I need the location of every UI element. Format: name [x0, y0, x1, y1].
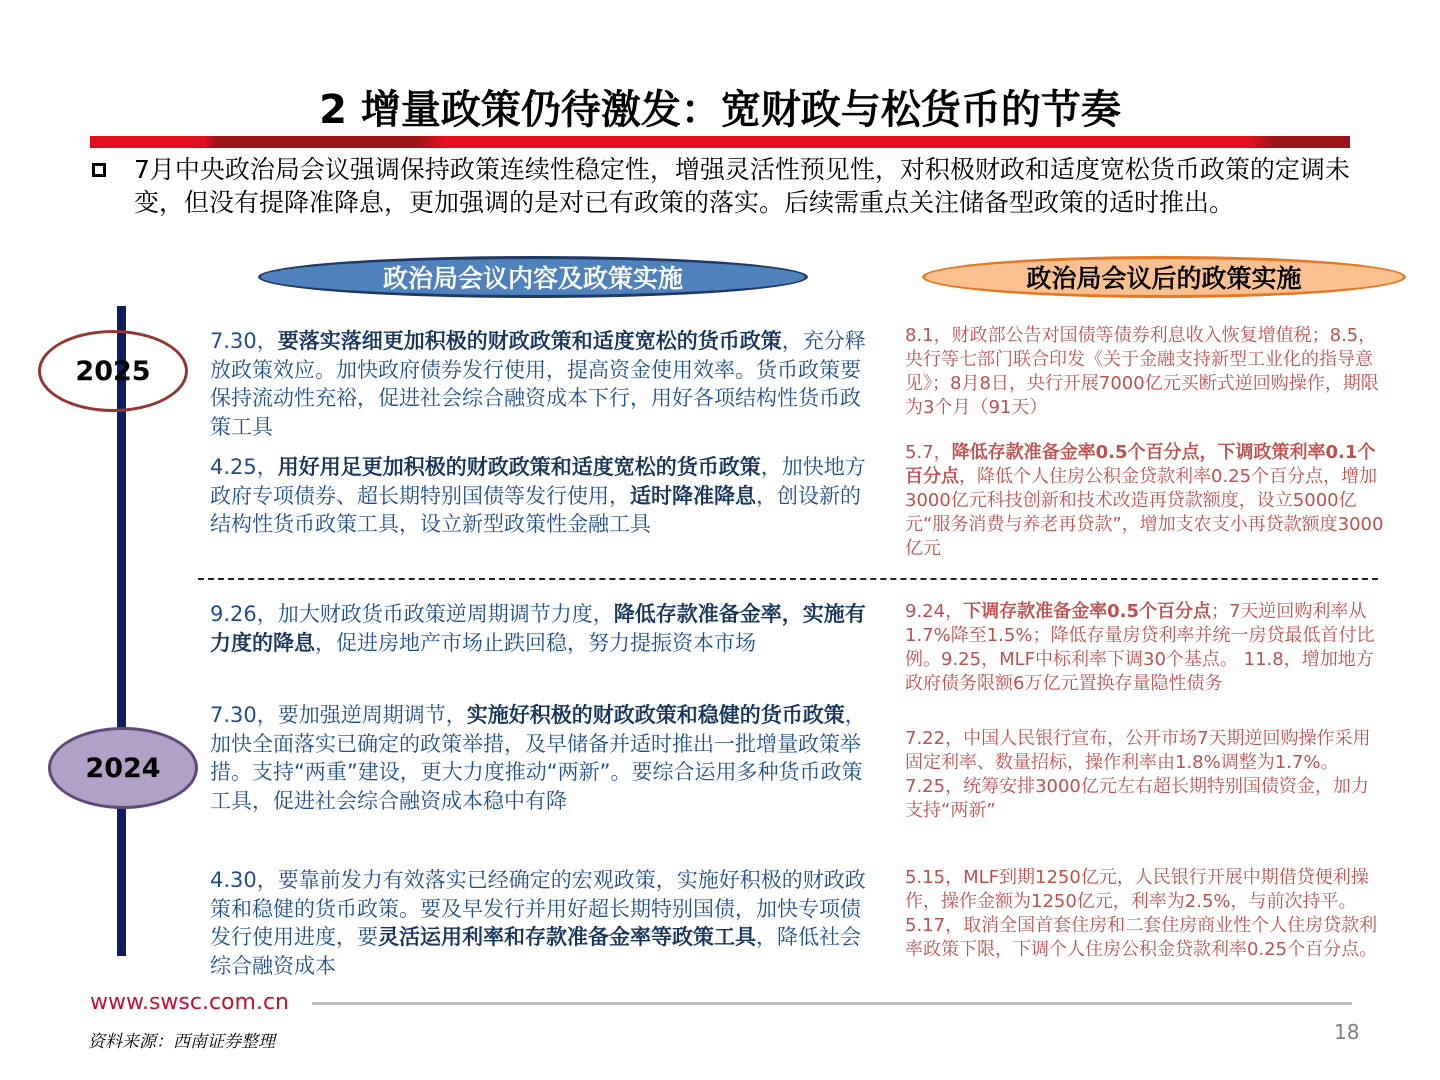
entry-text: 4.25， — [210, 455, 278, 479]
square-bullet-icon — [92, 163, 106, 177]
header-right-pill: 政治局会议后的政策实施 — [922, 256, 1406, 298]
entry-text: ，充分释放政策效应。加快政府债券发行使用，提高资金使用效率。货币政策要保持流动性充裕，促进社会综合融资成本下行，用好各项结构性货币政策工具 — [210, 329, 866, 439]
entry-text: ；7天逆回购利率从1.7%降至1.5%；降低存量房贷利率并统一房贷最低首付比例。9.25，MLF中标利率下调30个基点。 11.8，增加地方政府债务限额6万亿元置换存量隐性债务 — [905, 601, 1375, 694]
entry-text: ，促进房地产市场止跌回稳，努力提振资本市场 — [315, 630, 756, 655]
page-number: 18 — [1334, 1020, 1360, 1044]
right-entry-2024-sep — [905, 600, 1385, 696]
entry-text: ，降低个人住房公积金贷款利率0.25个百分点，增加3000亿元科技创新和技术改造再贷款额度，设立5000亿元“服务消费与养老再贷款”，增加支农支小再贷款额度3000亿元 — [905, 466, 1384, 559]
entry-text: 8.1，财政部公告对国债等债券利息收入恢复增值税；8.5，央行等七部门联合印发《关于金融支持新型工业化的指导意见》；8月8日，央行开展7000亿元买断式逆回购操作，期限为3个月（91天） — [905, 325, 1379, 418]
right-entry-2024-may — [905, 866, 1385, 962]
left-entry-2025-0425 — [210, 453, 870, 539]
footer-rule — [312, 1002, 1352, 1005]
footer-url[interactable]: www.swsc.com.cn — [90, 990, 289, 1015]
right-entry-2025-aug — [905, 324, 1385, 420]
page-title: 2 增量政策仍待激发：宽财政与松货币的节奏 — [319, 87, 1121, 133]
entry-text: ，加快地方政府专项债券、超长期特别国债等发行使用， — [210, 455, 866, 508]
left-entry-2024-0430 — [210, 866, 870, 980]
entry-bold: 降低存款准备金率，实施有力度的降息 — [210, 602, 866, 655]
summary-bullet — [92, 153, 1372, 219]
year-badge-2025: 2025 — [38, 330, 188, 412]
entry-text: ，创设新的结构性货币政策工具，设立新型政策性金融工具 — [210, 483, 861, 536]
entry-text: 7.22，中国人民银行宣布，公开市场7天期逆回购操作采用固定利率、数量招标，操作利率由1.8%调整为1.7%。7.25，统筹安排3000亿元左右超长期特别国债资金，加力支持“两新” — [905, 728, 1371, 821]
right-entry-2025-may — [905, 441, 1385, 561]
source-note: 资料来源：西南证券整理 — [88, 1032, 275, 1052]
entry-bold: 实施好积极的财政政策和稳健的货币政策 — [466, 703, 845, 727]
right-entry-2024-jul — [905, 727, 1385, 823]
entry-text: 4.30，要靠前发力有效落实已经确定的宏观政策，实施好积极的财政政策和稳健的货币政策。要及早发行并用好超长期特别国债，加快专项债发行使用进度，要 — [210, 868, 866, 949]
entry-bold: 适时降准降息 — [630, 483, 756, 508]
entry-text: 9.26，加大财政货币政策逆周期调节力度， — [210, 602, 614, 626]
entry-bold: 下调存款准备金率0.5个百分点 — [963, 601, 1211, 622]
entry-bold: 灵活运用利率和存款准备金率等政策工具 — [378, 925, 756, 949]
entry-text: 9.24， — [905, 601, 964, 622]
entry-bold: 要落实落细更加积极的财政政策和适度宽松的货币政策 — [277, 329, 782, 353]
entry-text: 5.15，MLF到期1250亿元，人民银行开展中期借贷便利操作，操作金额为1250亿元，利率为2.5%，与前次持平。5.17，取消全国首套住房和二套住房商业性个人住房贷款利率政策下限，下调个人住房公积金贷款利率0.25个百分点。 — [905, 867, 1378, 960]
entry-text: 7.30， — [210, 329, 278, 353]
left-entry-2024-0926 — [210, 600, 870, 657]
entry-text: ，加快全面落实已确定的政策举措，及早储备并适时推出一批增量政策举措。支持“两重”建设，更大力度推动“两新”。要综合运用多种货币政策工具，促进社会综合融资成本稳中有降 — [210, 703, 866, 813]
summary-text: 7月中央政治局会议强调保持政策连续性稳定性，增强灵活性预见性，对积极财政和适度宽松货币政策的定调未变，但没有提降准降息，更加强调的是对已有政策的落实。后续需重点关注储备型政策的适时推出。 — [134, 155, 1350, 217]
year-divider — [198, 578, 1378, 580]
entry-bold: 降低存款准备金率0.5个百分点，下调政策利率0.1个百分点 — [905, 442, 1376, 487]
entry-text: ，降低社会综合融资成本 — [210, 925, 861, 978]
entry-text: 5.7， — [905, 442, 952, 463]
year-badge-2024: 2024 — [48, 727, 198, 809]
entry-bold: 用好用足更加积极的财政政策和适度宽松的货币政策 — [277, 455, 761, 479]
left-entry-2024-0730 — [210, 701, 870, 815]
header-left-pill: 政治局会议内容及政策实施 — [258, 256, 808, 298]
title-underline-bar — [90, 136, 1350, 148]
entry-text: 7.30，要加强逆周期调节， — [210, 703, 467, 727]
left-entry-2025-0730 — [210, 327, 870, 441]
